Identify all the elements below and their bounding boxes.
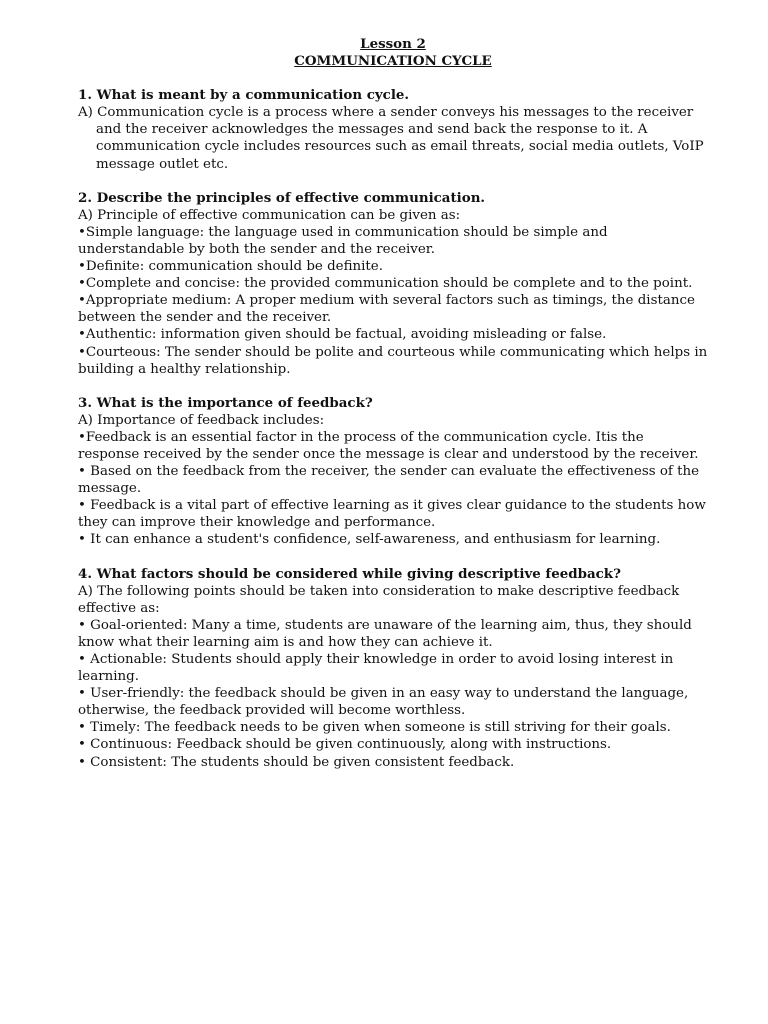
document-page	[78, 36, 708, 771]
section-3	[78, 395, 708, 549]
answer-intro: A) The following points should be taken into consideration to make descriptive feedback effective as:	[78, 583, 680, 616]
bullet-point: • Actionable: Students should apply their knowledge in order to avoid losing interest in learning.	[78, 652, 674, 685]
question-heading: 3. What is the importance of feedback?	[78, 394, 373, 411]
bullet-point: •Simple language: the language used in communication should be simple and understandable by both the sender and the receiver.	[78, 224, 608, 257]
answer-intro: A) Importance of feedback includes:	[78, 412, 325, 428]
bullet-point: •Courteous: The sender should be polite and courteous while communicating which helps in building a healthy relationship.	[78, 344, 708, 377]
bullet-point: • Continuous: Feedback should be given continuously, along with instructions.	[78, 737, 612, 753]
lesson-label: Lesson 2	[360, 36, 426, 52]
bullet-point: •Authentic: information given should be factual, avoiding misleading or false.	[78, 327, 607, 343]
answer-intro: A) Communication cycle is a process where a sender conveys his messages to the receiver and the receiver acknowledges the messages and send back the response to it. A communication cycle includes resources such as email threats, social media outlets, VoIP message outlet etc.	[78, 105, 704, 172]
bullet-point: •Complete and concise: the provided communication should be complete and to the point.	[78, 276, 693, 292]
bullet-point: • It can enhance a student's confidence, self-awareness, and enthusiasm for learning.	[78, 532, 661, 548]
bullet-point: • Consistent: The students should be given consistent feedback.	[78, 754, 515, 770]
question-heading: 1. What is meant by a communication cycle.	[78, 87, 410, 104]
section-1	[78, 87, 708, 172]
bullet-point: •Appropriate medium: A proper medium with several factors such as timings, the distance between the sender and the receiver.	[78, 293, 695, 326]
title-block	[78, 36, 708, 70]
question-heading: 2. Describe the principles of effective communication.	[78, 189, 486, 206]
bullet-point: • Based on the feedback from the receiver, the sender can evaluate the effectiveness of the message.	[78, 464, 700, 497]
bullet-point: •Definite: communication should be definite.	[78, 259, 383, 275]
page-title: COMMUNICATION CYCLE	[294, 53, 492, 70]
bullet-point: • Feedback is a vital part of effective learning as it gives clear guidance to the students how they can improve their knowledge and performance.	[78, 498, 706, 531]
section-4	[78, 566, 708, 771]
answer-intro: A) Principle of effective communication can be given as:	[78, 207, 461, 223]
bullet-point: •Feedback is an essential factor in the process of the communication cycle. Itis the response received by the sender once the message is clear and understood by the receiver.	[78, 429, 699, 462]
section-2	[78, 190, 708, 378]
bullet-point: • Timely: The feedback needs to be given when someone is still striving for their goals.	[78, 720, 671, 736]
bullet-point: • User-friendly: the feedback should be given in an easy way to understand the language, otherwise, the feedback provided will become worthless.	[78, 686, 689, 719]
question-heading: 4. What factors should be considered while giving descriptive feedback?	[78, 565, 621, 582]
bullet-point: • Goal-oriented: Many a time, students are unaware of the learning aim, thus, they should know what their learning aim is and how they can achieve it.	[78, 617, 692, 650]
